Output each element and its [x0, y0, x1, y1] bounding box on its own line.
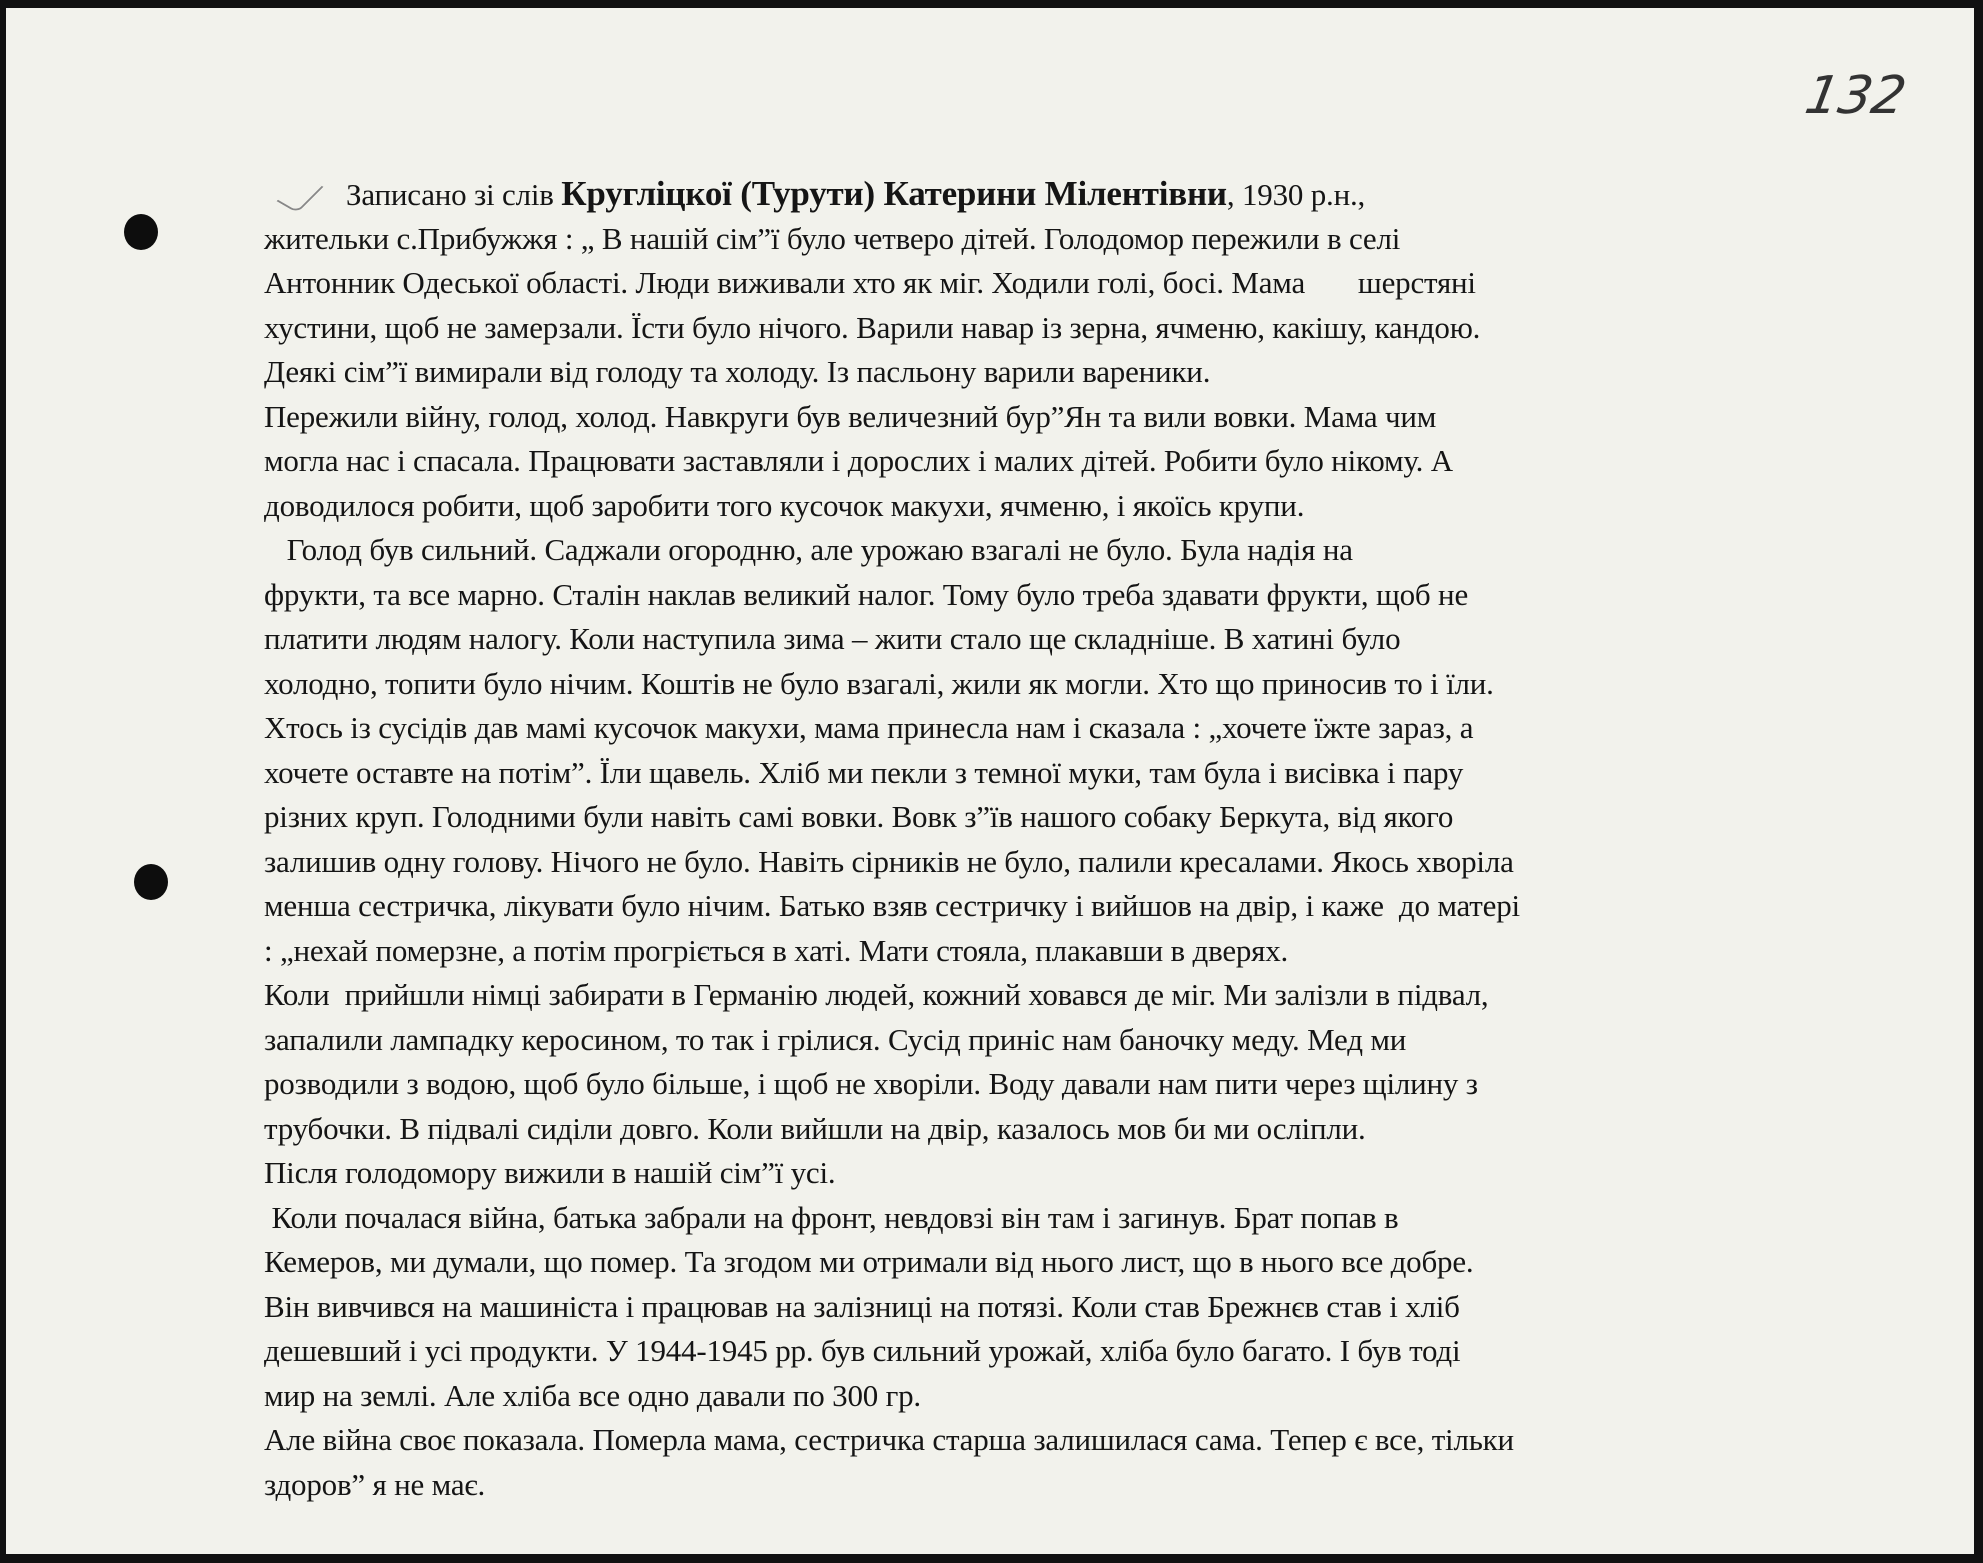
text-line: Після голодомору вижили в нашій сім”ї усі.: [264, 1155, 836, 1190]
page-number: 132: [1800, 66, 1911, 126]
check-mark-icon: [276, 175, 323, 213]
text-line: фрукти, та все марно. Сталін наклав великий налог. Тому було треба здавати фрукти, щоб не: [264, 576, 1469, 612]
text-line: мир на землі. Але хліба все одно давали по 300 гр.: [264, 1377, 921, 1413]
text-line: : „нехай померзне, а потім прогріється в хаті. Мати стояла, плакавши в дверях.: [264, 932, 1289, 968]
text-line: розводили з водою, щоб було більше, і щоб не хворіли. Воду давали нам пити через щілину з: [264, 1066, 1478, 1101]
text-line: хустини, щоб не замерзали. Їсти було нічого. Варили навар із зерна, ячменю, какішу, кандою.: [264, 309, 1481, 345]
text-line: жительки с.Прибужжя : „ В нашій сім”ї було четверо дітей. Голодомор пережили в селі: [264, 220, 1401, 256]
text-line: Коли почалася війна, батька забрали на фронт, невдовзі він там і загинув. Брат попав в: [264, 1199, 1399, 1235]
text-line: платити людям налогу. Коли наступила зима – жити стало ще складніше. В хатині було: [264, 621, 1401, 656]
punch-hole: [124, 214, 158, 250]
text-line: Деякі сім”ї вимирали від голоду та холоду. Із пасльону варили вареники.: [264, 354, 1211, 389]
text-line: запалили лампадку керосином, то так і грілися. Сусід приніс нам баночку меду. Мед ми: [264, 1021, 1407, 1057]
text-line: Хтось із сусідів дав мамі кусочок макухи, мама принесла нам і сказала : „хочете їжте зараз, а: [264, 710, 1474, 745]
header-prefix: Записано зі слів: [346, 177, 562, 212]
header-line: [346, 172, 1365, 217]
document-page: [6, 8, 1974, 1554]
text-line: хочете оставте на потім”. Їли щавель. Хліб ми пекли з темної муки, там була і висівка і пару: [264, 754, 1464, 790]
text-line: трубочки. В підвалі сиділи довго. Коли вийшли на двір, казалось мов би ми осліпли.: [264, 1110, 1366, 1146]
text-line: Він вивчився на машиніста і працював на залізниці на потязі. Коли став Брежнєв став і хліб: [264, 1288, 1460, 1324]
narrator-name: Кругліцкої (Турути) Катерини Мілентівни: [561, 174, 1227, 213]
text-line: могла нас і спасала. Працювати заставляли і дорослих і малих дітей. Робити було нікому. А: [264, 443, 1453, 478]
text-line: Голод був сильний. Саджали огородню, але урожаю взагалі не було. Була надія на: [264, 532, 1353, 567]
text-line: різних круп. Голодними були навіть самі вовки. Вовк з”їв нашого собаку Беркута, від якого: [264, 799, 1454, 834]
text-line: Антонник Одеської області. Люди виживали хто як міг. Ходили голі, босі. Мама шерстяні: [264, 265, 1476, 300]
text-line: доводилося робити, щоб заробити того кусочок макухи, ячменю, і якоїсь крупи.: [264, 487, 1305, 523]
text-line: Але війна своє показала. Померла мама, сестричка старша залишилася сама. Тепер є все, тільки: [264, 1422, 1514, 1457]
text-line: Коли прийшли німці забирати в Германію людей, кожний ховався де міг. Ми залізли в підвал,: [264, 977, 1489, 1012]
text-line: здоров” я не має.: [264, 1466, 486, 1502]
text-line: залишив одну голову. Нічого не було. Навіть сірників не було, палили кресалами. Якось хворіла: [264, 843, 1514, 879]
text-line: дешевший і усі продукти. У 1944-1945 рр. був сильний урожай, хліба було багато. І був тоді: [264, 1333, 1461, 1368]
punch-hole: [134, 864, 168, 900]
text-line: холодно, топити було нічим. Коштів не було взагалі, жили як могли. Хто що приносив то і їли.: [264, 665, 1494, 701]
text-line: менша сестричка, лікувати було нічим. Батько взяв сестричку і вийшов на двір, і каже до матері: [264, 888, 1520, 923]
text-line: Кемеров, ми думали, що помер. Та згодом ми отримали від нього лист, що в нього все добре.: [264, 1244, 1474, 1279]
text-line: Пережили війну, голод, холод. Навкруги був величезний бур”Ян та вили вовки. Мама чим: [264, 398, 1437, 434]
header-suffix: , 1930 р.н.,: [1226, 177, 1366, 212]
